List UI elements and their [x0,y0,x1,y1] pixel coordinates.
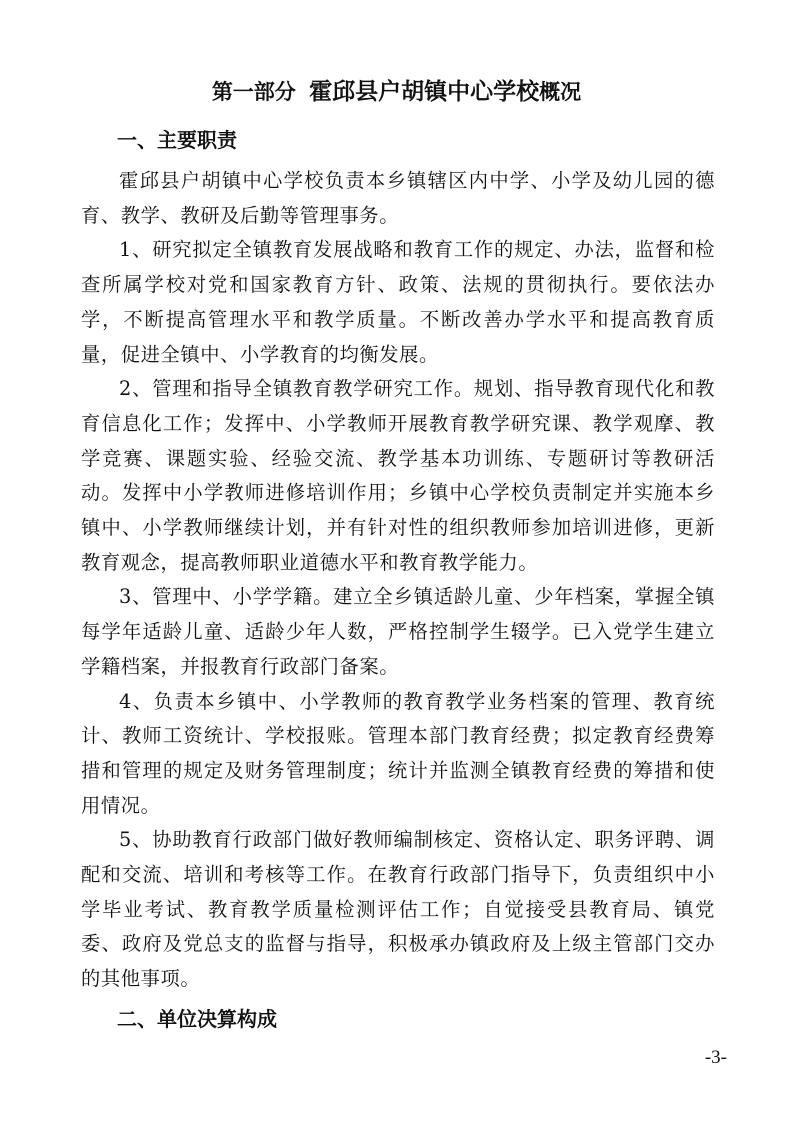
section-heading-unit-composition: 二、单位决算构成 [117,1007,277,1031]
page-title [0,76,793,108]
main-duties-body [81,164,715,997]
duties-paragraph-5: 5、协助教育行政部门做好教师编制核定、资格认定、职务评聘、调配和交流、培训和考核等工作。在教育行政部门指导下，负责组织中小学毕业考试、教育教学质量检测评估工作；自觉接受县教育局、镇党委、政府及党总支的监督与指导，积极承办镇政府及上级主管部门交办的其他事项。 [81,828,715,991]
duties-paragraph-intro: 霍邱县户胡镇中心学校负责本乡镇辖区内中学、小学及幼儿园的德育、教学、教研及后勤等管理事务。 [81,169,715,227]
duties-paragraph-4: 4、负责本乡镇中、小学教师的教育教学业务档案的管理、教育统计、教师工资统计、学校报账。管理本部门教育经费；拟定教育经费筹措和管理的规定及财务管理制度；统计并监测全镇教育经费的筹措和使用情况。 [81,689,715,817]
page-number: -3- [704,1047,727,1068]
title-organization-name: 霍邱县户胡镇中心学校 [309,78,540,105]
duties-paragraph-2: 2、管理和指导全镇教育教学研究工作。规划、指导教育现代化和教育信息化工作；发挥中、小学教师开展教育教学研究课、教学观摩、教学竞赛、课题实验、经验交流、教学基本功训练、专题研讨等教研活动。发挥中小学教师进修培训作用；乡镇中心学校负责制定并实施本乡镇中、小学教师继续计划，并有针对性的组织教师参加培训进修，更新教育观念，提高教师职业道德水平和教育教学能力。 [81,377,715,574]
section-heading-main-duties: 一、主要职责 [117,128,237,152]
duties-paragraph-3: 3、管理中、小学学籍。建立全乡镇适龄儿童、少年档案，掌握全镇每学年适龄儿童、适龄少年人数，严格控制学生辍学。已入党学生建立学籍档案，并报教育行政部门备案。 [81,585,715,678]
title-suffix: 概况 [539,79,582,104]
title-prefix: 第一部分 [211,79,296,104]
duties-paragraph-1: 1、研究拟定全镇教育发展战略和教育工作的规定、办法，监督和检查所属学校对党和国家教育方针、政策、法规的贯彻执行。要依法办学，不断提高管理水平和教学质量。不断改善办学水平和提高教育质量，促进全镇中、小学教育的均衡发展。 [81,238,715,366]
